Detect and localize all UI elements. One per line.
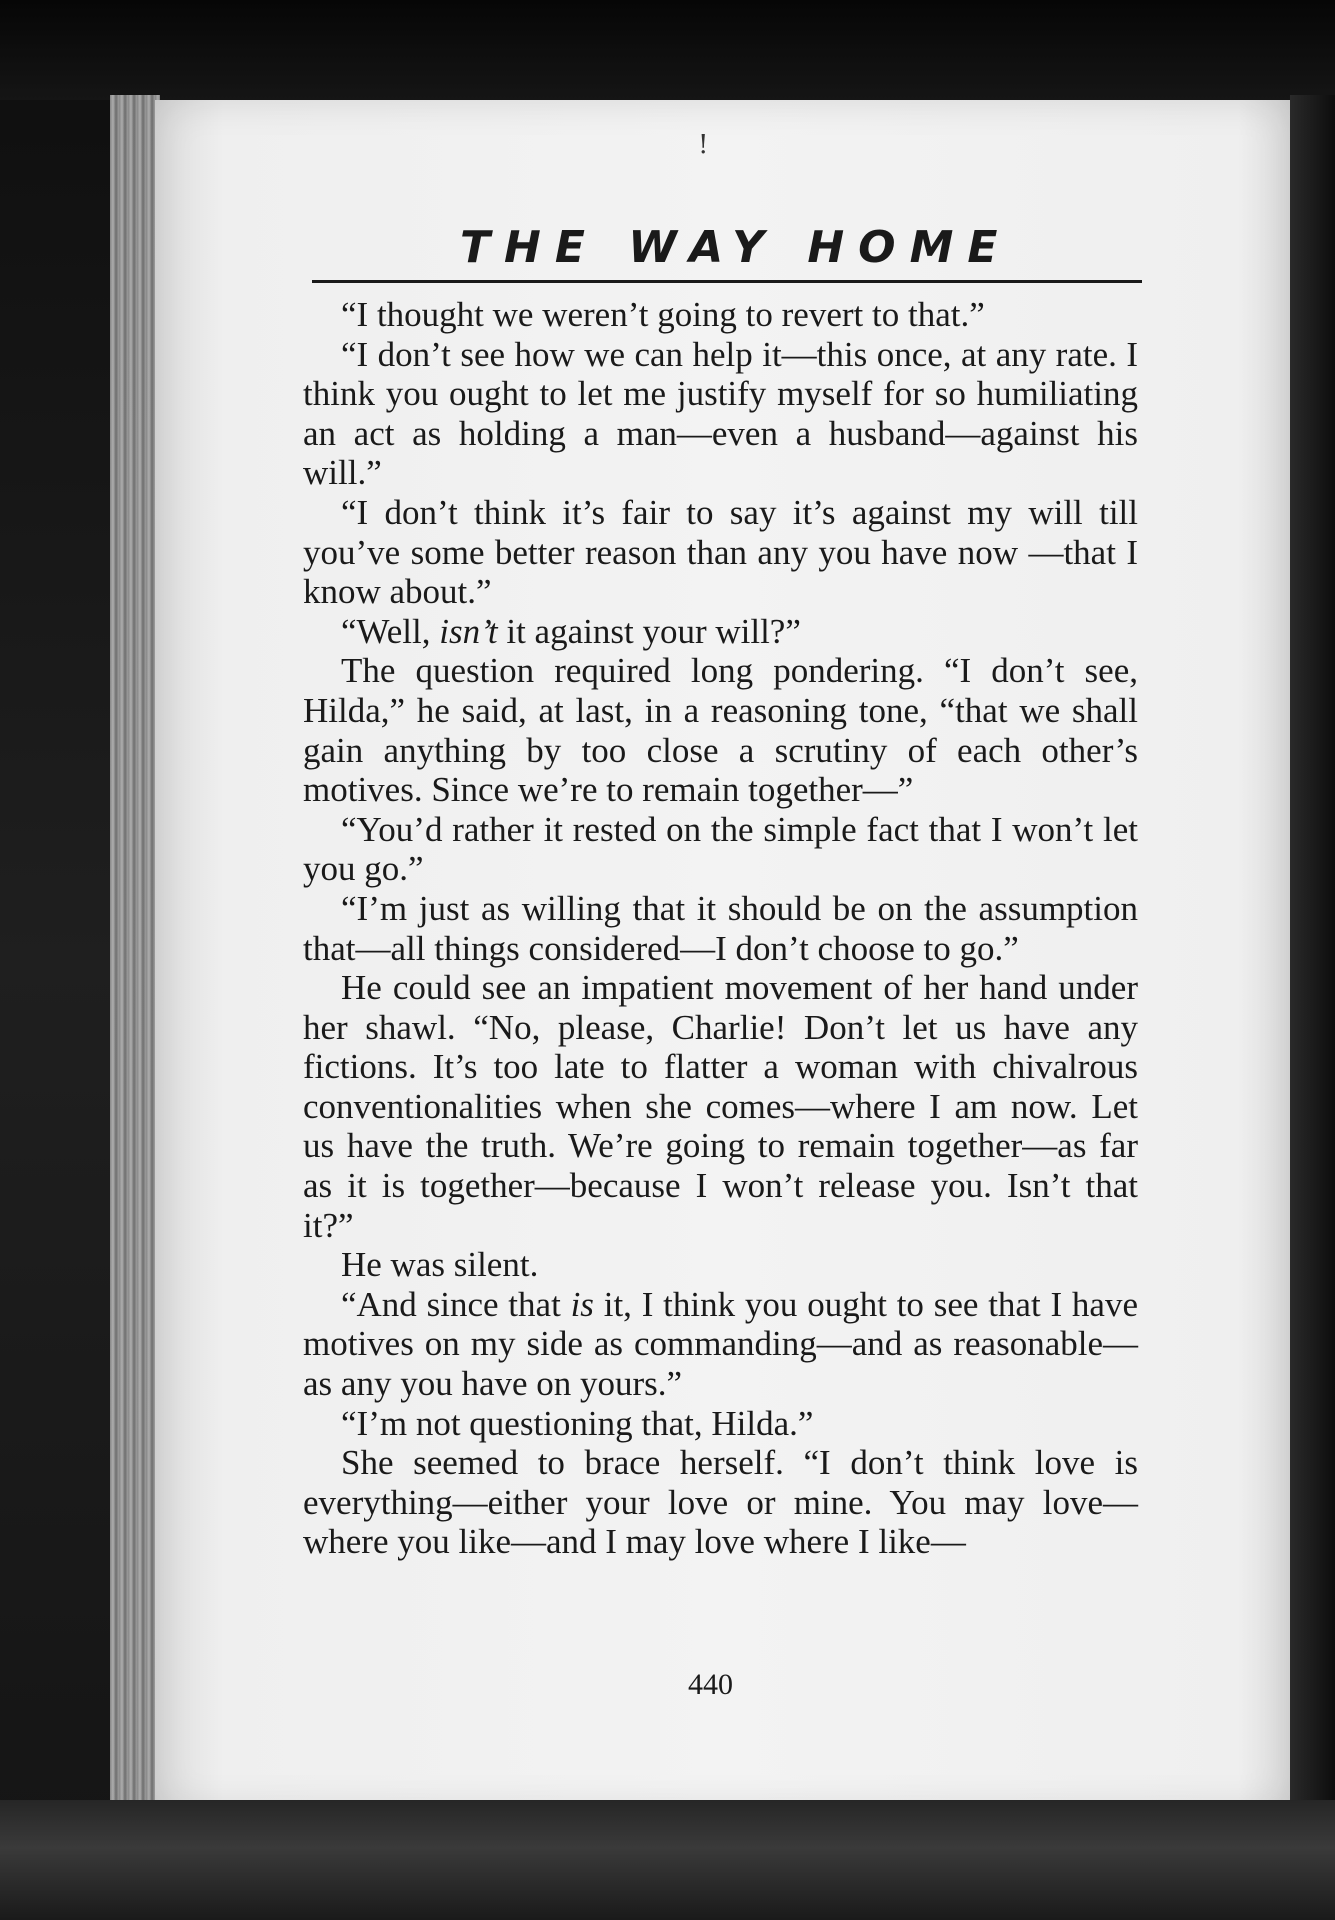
emphasis-text: is bbox=[570, 1284, 594, 1324]
header-rule bbox=[312, 280, 1142, 283]
paragraph: He could see an impatient movement of her hand under her shawl. “No, please, Charlie! Don’t let us have any fictions. It’s too late to flatter a woman with chivalrous conventionalities when she comes—where I am now. Let us have the truth. We’re going to remain together—as far as it is together—because I won’t release you. Isn’t that it?” bbox=[303, 968, 1138, 1245]
page-number: 440 bbox=[688, 1668, 733, 1701]
paragraph-text: “Well, bbox=[341, 611, 440, 651]
paragraph: He was silent. bbox=[341, 1245, 539, 1285]
paragraph: “I don’t think it’s fair to say it’s against my will till you’ve some better reason than any you have now —that I know about.” bbox=[303, 492, 1138, 612]
paragraph-text: it against your will?” bbox=[497, 611, 801, 651]
scan-right-edge bbox=[1290, 95, 1335, 1815]
body-text bbox=[303, 295, 1138, 1562]
paragraph: “I’m just as willing that it should be on the assumption that—all things considered—I don’t choose to go.” bbox=[303, 888, 1138, 968]
paragraph: She seemed to brace herself. “I don’t think love is everything—either your love or mine. You may love—where you like—and I may love where I like— bbox=[303, 1443, 1138, 1562]
paragraph-text: it, I think you ought to see that I have motives on my side as commanding—and as reasonable—as any you have on yours.” bbox=[303, 1284, 1138, 1404]
emphasis-text: isn’t bbox=[439, 611, 498, 651]
book-spine-edge bbox=[110, 95, 160, 1815]
paragraph: “I don’t see how we can help it—this once, at any rate. I think you ought to let me justify myself for so humiliating an act as holding a man—even a husband—against his will.” bbox=[303, 334, 1138, 493]
paragraph bbox=[303, 1285, 1138, 1404]
scan-top-edge bbox=[0, 0, 1335, 100]
paragraph-text: “And since that bbox=[341, 1284, 571, 1324]
paragraph: “I thought we weren’t going to revert to that.” bbox=[341, 295, 985, 334]
top-print-mark: ! bbox=[698, 130, 709, 160]
paragraph: “You’d rather it rested on the simple fact that I won’t let you go.” bbox=[303, 809, 1138, 889]
running-head: THE WAY HOME bbox=[460, 222, 1012, 273]
paragraph: The question required long pondering. “I don’t see, Hilda,” he said, at last, in a reasoning tone, “that we shall gain anything by too close a scrutiny of each other’s motives. Since we’re to remain together—” bbox=[303, 651, 1138, 810]
paragraph bbox=[303, 612, 1138, 652]
paragraph: “I’m not questioning that, Hilda.” bbox=[341, 1403, 814, 1443]
scan-bottom-edge bbox=[0, 1800, 1335, 1920]
